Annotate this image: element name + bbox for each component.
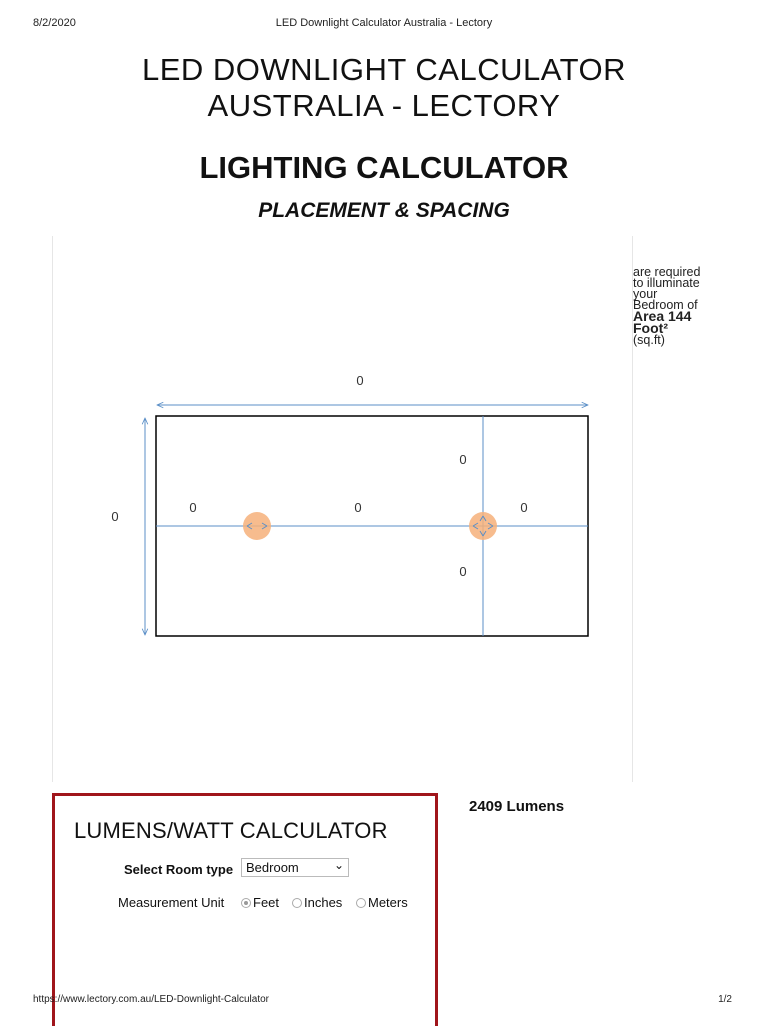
print-page-title: LED Downlight Calculator Australia - Lectory: [275, 17, 493, 29]
print-date: 8/2/2020: [33, 17, 76, 29]
unit-inches-label: Inches: [304, 895, 343, 910]
required-lights-note: [633, 267, 703, 346]
lumens-watt-calculator-panel: [52, 793, 438, 1026]
left-gap-label: 0: [189, 500, 197, 515]
unit-option-feet[interactable]: [241, 895, 279, 910]
right-gap-label: 0: [520, 500, 528, 515]
room-type-selected-value: Bedroom: [246, 860, 299, 875]
room-placement-diagram: [100, 360, 610, 660]
site-title: [0, 52, 768, 124]
height-dimension-label: 0: [111, 509, 119, 524]
required-lights-text: are required to illuminate your Bedroom of: [633, 265, 701, 312]
measurement-unit-label: Measurement Unit: [118, 895, 225, 910]
bottom-gap-label: 0: [459, 564, 467, 579]
unit-meters-label: Meters: [368, 895, 408, 910]
site-title-line-1: LED DOWNLIGHT CALCULATOR: [142, 52, 626, 87]
total-lumens-result: 2409 Lumens: [469, 798, 565, 815]
site-title-line-2: AUSTRALIA - LECTORY: [207, 88, 561, 123]
unit-meters-radio[interactable]: [356, 898, 366, 908]
unit-feet-radio[interactable]: [241, 898, 251, 908]
print-footer-url: https://www.lectory.com.au/LED-Downlight-Calculator: [33, 994, 270, 1005]
lumens-watt-calculator-title: LUMENS/WATT CALCULATOR: [74, 818, 388, 843]
area-unit: (sq.ft): [633, 333, 665, 347]
middle-gap-label: 0: [354, 500, 362, 515]
room-area-value: Area 144 Foot²: [633, 308, 692, 336]
unit-feet-label: Feet: [253, 895, 280, 910]
chevron-down-icon: ⌄: [333, 858, 344, 872]
room-type-select[interactable]: [241, 858, 349, 877]
content-divider-left: [52, 236, 53, 782]
unit-option-inches[interactable]: [292, 895, 342, 910]
print-page-number: 1/2: [718, 994, 732, 1005]
width-dimension-label: 0: [356, 373, 364, 388]
unit-inches-radio[interactable]: [292, 898, 302, 908]
top-gap-label: 0: [459, 452, 467, 467]
calculator-title: LIGHTING CALCULATOR: [199, 150, 569, 185]
room-type-label: Select Room type: [124, 862, 234, 877]
calculator-subtitle: PLACEMENT & SPACING: [258, 199, 510, 222]
unit-option-meters[interactable]: [356, 895, 408, 910]
